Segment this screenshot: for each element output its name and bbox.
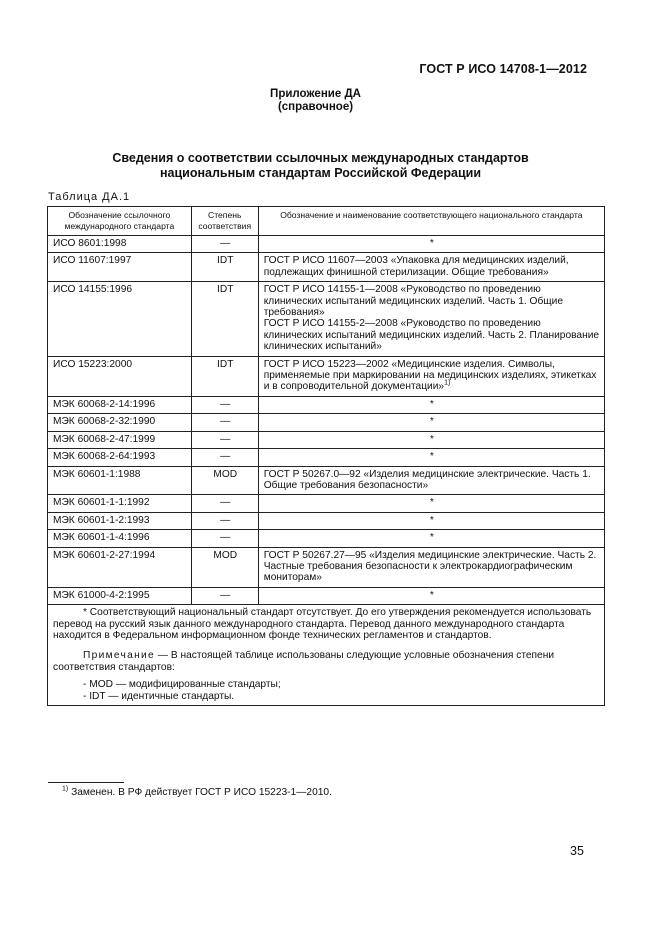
intl-standard-cell: МЭК 60068-2-47:1999 bbox=[48, 431, 192, 448]
table-row bbox=[48, 466, 605, 495]
intl-standard-cell: МЭК 60601-2-27:1994 bbox=[48, 547, 192, 587]
table-footnote-cell bbox=[48, 605, 605, 706]
page-footnote bbox=[62, 787, 332, 798]
table-row bbox=[48, 495, 605, 512]
table-note bbox=[53, 650, 600, 673]
table-row bbox=[48, 282, 605, 356]
degree-cell: MOD bbox=[191, 547, 258, 587]
national-standard-cell bbox=[258, 282, 604, 356]
footnote-separator bbox=[48, 782, 124, 783]
table-row bbox=[48, 449, 605, 466]
annex-heading bbox=[0, 88, 631, 114]
national-standard-cell: ГОСТ Р ИСО 11607—2003 «Упаковка для медицинских изделий, подлежащих финишной стерилизации. Общие требования» bbox=[258, 253, 604, 282]
document-title-line1: Сведения о соответствии ссылочных международных стандартов bbox=[112, 151, 529, 165]
column-header-degree: Степень соответствия bbox=[191, 207, 258, 236]
column-header-intl-standard: Обозначение ссылочного международного стандарта bbox=[48, 207, 192, 236]
national-standard-cell: * bbox=[258, 512, 604, 529]
national-standard-cell: * bbox=[258, 587, 604, 604]
national-standard-part2: ГОСТ Р ИСО 14155-2—2008 «Руководство по проведению клинических испытаний медицинских изделий. Часть 2. Планирование клинических испытаний» bbox=[263, 318, 600, 353]
document-header-id: ГОСТ Р ИСО 14708-1—2012 bbox=[419, 62, 587, 76]
intl-standard-cell: МЭК 60601-1-4:1996 bbox=[48, 530, 192, 547]
page-number: 35 bbox=[570, 844, 584, 858]
intl-standard-cell: ИСО 15223:2000 bbox=[48, 356, 192, 396]
national-standard-cell: * bbox=[258, 431, 604, 448]
degree-cell: — bbox=[191, 414, 258, 431]
degree-cell: — bbox=[191, 587, 258, 604]
page-footnote-marker: 1) bbox=[62, 785, 69, 793]
degree-cell: IDT bbox=[191, 282, 258, 356]
annex-subtitle: (справочное) bbox=[277, 101, 354, 113]
table-row bbox=[48, 547, 605, 587]
national-standard-text: ГОСТ Р ИСО 15223—2002 «Медицинские изделия. Символы, применяемые при маркировании на медицинских изделиях, этикетках и в сопроводительной документации» bbox=[263, 358, 597, 393]
note-text: — В настоящей таблице использованы следующие условные обозначения степени соответствия стандартов: bbox=[53, 649, 555, 673]
intl-standard-cell: ИСО 8601:1998 bbox=[48, 236, 192, 253]
correspondence-table bbox=[47, 206, 605, 706]
national-standard-cell: * bbox=[258, 414, 604, 431]
note-label: Примечание bbox=[83, 649, 155, 661]
document-title-line2: национальным стандартам Российской Федерации bbox=[159, 166, 482, 180]
intl-standard-cell: ИСО 14155:1996 bbox=[48, 282, 192, 356]
intl-standard-cell: МЭК 60068-2-64:1993 bbox=[48, 449, 192, 466]
note-item-idt: - IDT — идентичные стандарты. bbox=[83, 690, 235, 702]
column-header-national-standard: Обозначение и наименование соответствующего национального стандарта bbox=[258, 207, 604, 236]
degree-cell: — bbox=[191, 495, 258, 512]
intl-standard-cell: МЭК 60068-2-32:1990 bbox=[48, 414, 192, 431]
degree-cell: — bbox=[191, 530, 258, 547]
degree-cell: IDT bbox=[191, 356, 258, 396]
national-standard-cell: ГОСТ Р 50267.0—92 «Изделия медицинские электрические. Часть 1. Общие требования безопасности» bbox=[258, 466, 604, 495]
table-row bbox=[48, 414, 605, 431]
national-standard-part1: ГОСТ Р ИСО 14155-1—2008 «Руководство по проведению клинических испытаний медицинских изделий. Часть 1. Общие требования» bbox=[263, 284, 564, 319]
degree-cell: — bbox=[191, 236, 258, 253]
degree-cell: — bbox=[191, 431, 258, 448]
table-row bbox=[48, 396, 605, 413]
table-row bbox=[48, 587, 605, 604]
national-standard-cell: * bbox=[258, 396, 604, 413]
intl-standard-cell: ИСО 11607:1997 bbox=[48, 253, 192, 282]
document-title bbox=[0, 151, 641, 181]
table-row bbox=[48, 431, 605, 448]
intl-standard-cell: МЭК 60601-1-1:1992 bbox=[48, 495, 192, 512]
table-header-row bbox=[48, 207, 605, 236]
national-standard-cell: * bbox=[258, 449, 604, 466]
national-standard-cell bbox=[258, 356, 604, 396]
national-standard-cell: * bbox=[258, 530, 604, 547]
degree-cell: MOD bbox=[191, 466, 258, 495]
degree-cell: — bbox=[191, 396, 258, 413]
page-footnote-text: Заменен. В РФ действует ГОСТ Р ИСО 15223-1—2010. bbox=[68, 787, 332, 798]
degree-cell: — bbox=[191, 512, 258, 529]
degree-cell: IDT bbox=[191, 253, 258, 282]
table-row bbox=[48, 512, 605, 529]
table-caption: Таблица ДА.1 bbox=[48, 191, 131, 203]
table-row bbox=[48, 356, 605, 396]
annex-title: Приложение ДА bbox=[270, 88, 361, 100]
intl-standard-cell: МЭК 61000-4-2:1995 bbox=[48, 587, 192, 604]
table-row bbox=[48, 236, 605, 253]
footnote-reference: 1) bbox=[444, 380, 451, 388]
national-standard-cell: * bbox=[258, 236, 604, 253]
table-footnote-row bbox=[48, 605, 605, 706]
degree-cell: — bbox=[191, 449, 258, 466]
intl-standard-cell: МЭК 60068-2-14:1996 bbox=[48, 396, 192, 413]
national-standard-cell: ГОСТ Р 50267.27—95 «Изделия медицинские электрические. Часть 2. Частные требования безопасности к электрокардиографическим мониторам» bbox=[258, 547, 604, 587]
national-standard-cell: * bbox=[258, 495, 604, 512]
star-footnote: * Соответствующий национальный стандарт отсутствует. До его утверждения рекомендуется использовать перевод на русский язык данного международного стандарта. Перевод данного международного стандарта находится в Федеральном информационном фонде технических регламентов и стандартов. bbox=[53, 607, 592, 642]
table-row bbox=[48, 253, 605, 282]
intl-standard-cell: МЭК 60601-1:1988 bbox=[48, 466, 192, 495]
intl-standard-cell: МЭК 60601-1-2:1993 bbox=[48, 512, 192, 529]
note-item-mod: - MOD — модифицированные стандарты; bbox=[83, 679, 281, 691]
table-row bbox=[48, 530, 605, 547]
